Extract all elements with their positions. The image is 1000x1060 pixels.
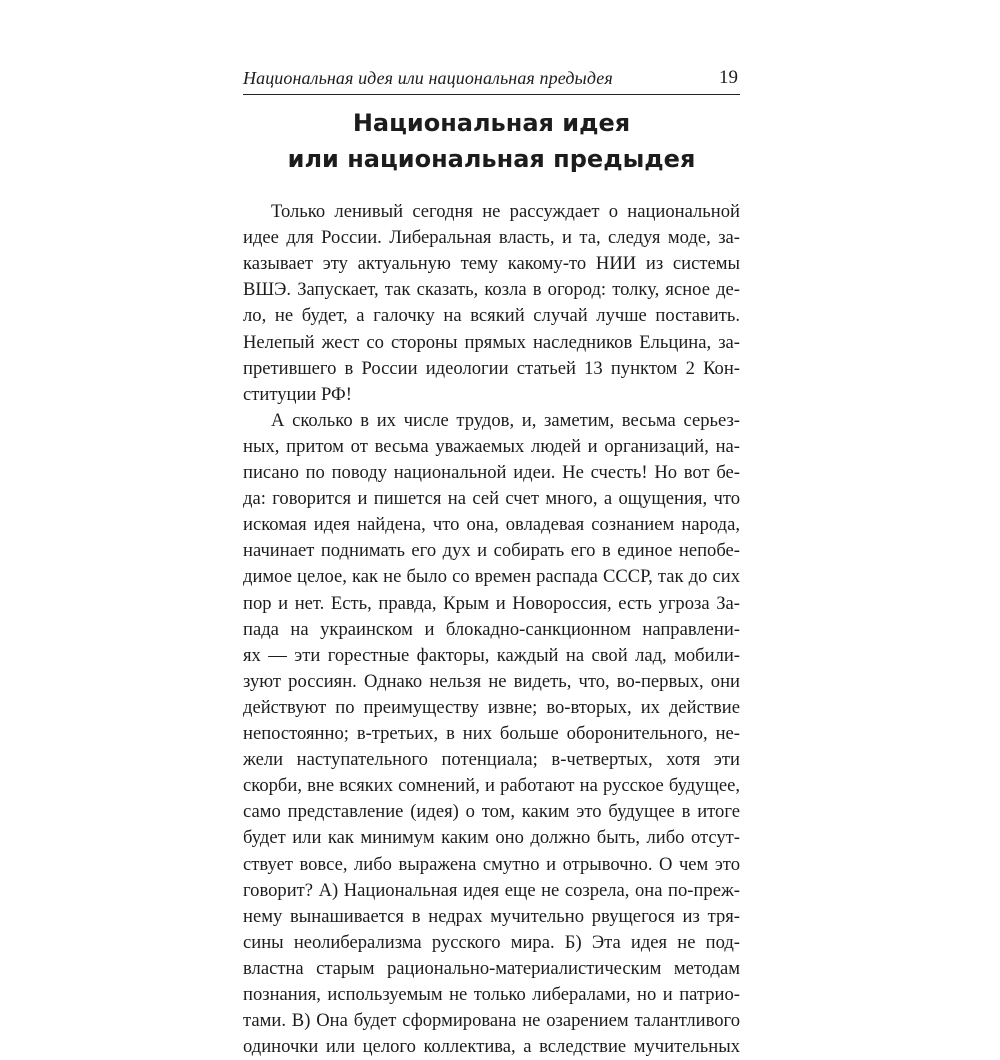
text-line: казывает эту актуальную тему какому-то НИИ из системы xyxy=(243,253,740,275)
text-line: одиночки или целого коллектива, а вследствие мучительных xyxy=(243,1036,740,1058)
text-line: Нелепый жест со стороны прямых наследников Ельцина, за- xyxy=(243,331,740,353)
text-line: ях — эти горестные факторы, каждый на свой лад, мобили- xyxy=(243,644,740,666)
chapter-title-line-2: или национальная предыдея xyxy=(287,145,696,173)
text-line: ВШЭ. Запускает, так сказать, козла в огород: толку, ясное де- xyxy=(243,279,740,301)
text-line: начинает поднимать его дух и собирать его в единое непобе- xyxy=(243,540,740,562)
text-line: скорби, вне всяких сомнений, и работают на русское будущее, xyxy=(243,775,740,797)
text-line: властна старым рационально-материалистическим методам xyxy=(243,957,740,979)
text-line: будет или как минимум каким оно должно быть, либо отсут- xyxy=(243,827,740,849)
text-line: искомая идея найдена, что она, овладевая сознанием народа, xyxy=(243,514,740,536)
text-line: А сколько в их числе трудов, и, заметим, весьма серьез- xyxy=(271,409,740,431)
text-line: сины неолиберализма русского мира. Б) Эта идея не под- xyxy=(243,931,740,953)
text-line: зуют россиян. Однако нельзя не видеть, что, во-первых, они xyxy=(243,670,740,692)
chapter-title-line-1: Национальная идея xyxy=(352,109,631,137)
text-line: пада на украинском и блокадно-санкционном направлени- xyxy=(243,618,740,640)
running-header xyxy=(243,64,740,95)
text-line: говорит? А) Национальная идея еще не созрела, она по-преж- xyxy=(243,879,740,901)
page-number: 19 xyxy=(719,67,738,88)
text-line: познания, используемым не только либералами, но и патрио- xyxy=(243,984,740,1005)
text-line: ституции РФ! xyxy=(243,383,352,405)
text-line: нему вынашивается в недрах мучительно рвущегося из тря- xyxy=(243,905,740,927)
text-line: ных, притом от весьма уважаемых людей и организаций, на- xyxy=(243,435,740,457)
text-line: претившего в России идеологии статьей 13 пунктом 2 Кон- xyxy=(243,357,740,379)
text-line: димое целое, как не было со времен распада СССР, так до сих xyxy=(243,566,740,588)
text-line: ло, не будет, а галочку на всякий случай лучше поставить. xyxy=(243,305,740,327)
running-title: Национальная идея или национальная предыдея xyxy=(243,68,613,88)
text-line: действуют по преимуществу извне; во-вторых, их действие xyxy=(243,696,740,718)
text-line: ствует вовсе, либо выражена смутно и отрывочно. О чем это xyxy=(243,853,740,875)
text-line: тами. В) Она будет сформирована не озарением талантливого xyxy=(243,1010,740,1032)
text-line: Только ленивый сегодня не рассуждает о национальной xyxy=(271,201,740,222)
text-line: да: говорится и пишется на сей счет много, а ощущения, что xyxy=(243,488,740,510)
chapter-title xyxy=(243,105,740,177)
text-line: идее для России. Либеральная власть, и та, следуя моде, за- xyxy=(243,227,740,249)
text-line: само представление (идея) о том, каким это будущее в итоге xyxy=(243,801,740,823)
text-line: пор и нет. Есть, правда, Крым и Новороссия, есть угроза За- xyxy=(243,592,740,614)
text-line: писано по поводу национальной идеи. Не счесть! Но вот бе- xyxy=(243,462,740,483)
text-line: непостоянно; в-третьих, в них больше оборонительного, не- xyxy=(243,723,740,744)
text-line: жели наступательного потенциала; в-четвертых, хотя эти xyxy=(243,749,740,771)
